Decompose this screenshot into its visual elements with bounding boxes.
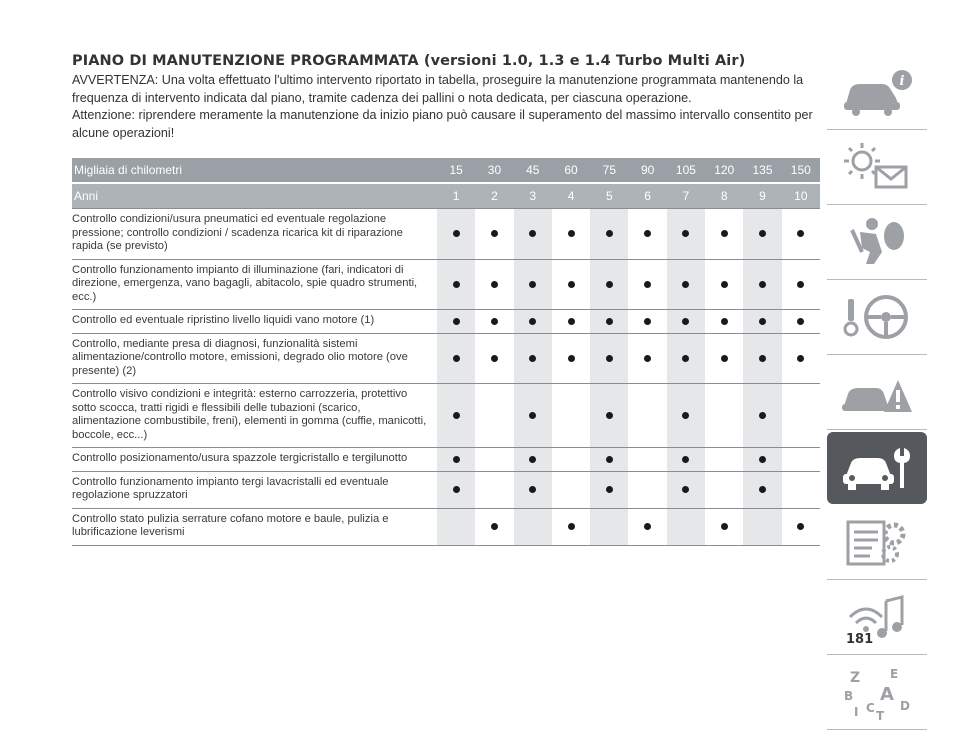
- interval-cell: [782, 448, 820, 471]
- interval-cell: [514, 472, 552, 508]
- year-cell: 2: [491, 189, 498, 203]
- scheduled-dot: [797, 230, 804, 237]
- scheduled-dot: [453, 318, 460, 325]
- interval-cell: [743, 310, 781, 333]
- table-row: [72, 208, 820, 259]
- interval-cell: [628, 448, 666, 471]
- interval-cell: [628, 472, 666, 508]
- interval-cell: [628, 260, 666, 310]
- warning-lights-icon: [836, 137, 918, 197]
- interval-cell: [667, 448, 705, 471]
- maintenance-icon: [836, 438, 918, 498]
- interval-cell: [782, 209, 820, 259]
- intro-text: [72, 72, 820, 142]
- scheduled-dot: [568, 318, 575, 325]
- interval-cell: [667, 310, 705, 333]
- scheduled-dot: [759, 318, 766, 325]
- scheduled-dot: [491, 355, 498, 362]
- scheduled-dot: [453, 230, 460, 237]
- interval-cell: [590, 472, 628, 508]
- interval-cell: [514, 260, 552, 310]
- km-header-label: Migliaia di chilometri: [74, 163, 183, 177]
- interval-cell: [743, 334, 781, 384]
- interval-cell: [667, 509, 705, 545]
- scheduled-dot: [759, 412, 766, 419]
- operation-label: Controllo condizioni/usura pneumatici ed eventuale regolazione pressione; controllo condizioni / scadenza ricarica kit di riparazione rapida (se previsto): [72, 213, 403, 252]
- interval-cell: [628, 509, 666, 545]
- safety-airbag-icon: [836, 212, 918, 272]
- page-number: 181: [846, 632, 874, 647]
- scheduled-dot: [644, 523, 651, 530]
- table-row: [72, 383, 820, 447]
- interval-cell: [705, 448, 743, 471]
- svg-text:C: C: [866, 701, 875, 715]
- km-cell: 60: [564, 163, 578, 177]
- year-cell: 1: [452, 189, 460, 203]
- svg-text:A: A: [880, 684, 894, 705]
- scheduled-dot: [759, 355, 766, 362]
- interval-cell: [782, 384, 820, 447]
- interval-cell: [628, 209, 666, 259]
- scheduled-dot: [529, 281, 536, 288]
- scheduled-dot: [491, 281, 498, 288]
- table-bottom-rule: [72, 545, 820, 546]
- interval-cell: [705, 472, 743, 508]
- interval-cell: [628, 334, 666, 384]
- scheduled-dot: [759, 230, 766, 237]
- svg-text:B: B: [844, 689, 854, 703]
- scheduled-dot: [759, 456, 766, 463]
- scheduled-dot: [568, 355, 575, 362]
- technical-data-icon: [836, 512, 918, 572]
- interval-cell: [743, 509, 781, 545]
- interval-cell: [514, 310, 552, 333]
- interval-cell: [782, 472, 820, 508]
- scheduled-dot: [491, 230, 498, 237]
- interval-cell: [437, 384, 475, 447]
- interval-cell: [552, 448, 590, 471]
- year-cell: 7: [682, 189, 690, 203]
- interval-cell: [437, 472, 475, 508]
- scheduled-dot: [453, 281, 460, 288]
- interval-cell: [590, 448, 628, 471]
- interval-cell: [782, 310, 820, 333]
- interval-cell: [437, 260, 475, 310]
- year-cell: 4: [567, 189, 575, 203]
- interval-cell: [705, 384, 743, 447]
- car-info-icon: [836, 62, 918, 122]
- sidebar-item-technical-data[interactable]: [827, 505, 927, 580]
- operation-label: Controllo visivo condizioni e integrità: esterno carrozzeria, protettivo sotto scocca, tratti rigidi e flessibili delle tubazioni (scarico, alimentazione combustibile, freni), elementi in gomma (cuffie, manicotti, boccole, ecc...): [72, 388, 427, 441]
- interval-cell: [782, 334, 820, 384]
- year-cell: 9: [759, 189, 766, 203]
- interval-cell: [743, 472, 781, 508]
- interval-cell: [552, 260, 590, 310]
- interval-cell: [475, 334, 513, 384]
- sidebar-item-emergency[interactable]: [827, 355, 927, 430]
- interval-cell: [437, 334, 475, 384]
- km-cell: 75: [602, 163, 617, 177]
- interval-cell: [667, 260, 705, 310]
- interval-cell: [437, 509, 475, 545]
- operation-label: Controllo stato pulizia serrature cofano motore e baule, pulizia e lubrificazione leverismi: [72, 512, 389, 538]
- interval-cell: [552, 384, 590, 447]
- km-cell: 30: [487, 163, 502, 177]
- scheduled-dot: [644, 230, 651, 237]
- interval-cell: [552, 310, 590, 333]
- interval-cell: [705, 260, 743, 310]
- scheduled-dot: [606, 230, 613, 237]
- interval-cell: [628, 384, 666, 447]
- svg-text:T: T: [876, 709, 885, 722]
- km-cell: 105: [675, 163, 696, 177]
- scheduled-dot: [529, 412, 536, 419]
- scheduled-dot: [606, 318, 613, 325]
- interval-cell: [590, 310, 628, 333]
- km-cell: 120: [714, 163, 735, 177]
- warning-paragraph: AVVERTENZA: Una volta effettuato l'ultimo intervento riportato in tabella, proseguire la manutenzione programmata mantenendo la frequenza di intervento indicata dal piano, tramite cadenza dei pallini o nota dedicata, per ciascuna operazione.: [72, 73, 804, 105]
- sidebar-item-maintenance[interactable]: [827, 432, 927, 504]
- scheduled-dot: [606, 456, 613, 463]
- sidebar-item-multimedia[interactable]: [827, 580, 927, 655]
- interval-cell: [437, 448, 475, 471]
- scheduled-dot: [491, 318, 498, 325]
- interval-cell: [514, 209, 552, 259]
- scheduled-dot: [606, 281, 613, 288]
- interval-cell: [590, 334, 628, 384]
- scheduled-dot: [797, 281, 804, 288]
- km-header-row: [72, 158, 820, 182]
- table-row: [72, 447, 820, 471]
- year-cell: 10: [794, 189, 808, 203]
- km-cell: 45: [526, 163, 540, 177]
- scheduled-dot: [721, 318, 728, 325]
- scheduled-dot: [682, 318, 689, 325]
- svg-text:I: I: [854, 705, 859, 719]
- years-header-row: [72, 182, 820, 208]
- sidebar-item-safety[interactable]: [827, 205, 927, 280]
- table-row: [72, 259, 820, 310]
- interval-cell: [667, 472, 705, 508]
- sidebar-item-driving[interactable]: [827, 280, 927, 355]
- interval-cell: [705, 334, 743, 384]
- scheduled-dot: [453, 456, 460, 463]
- interval-cell: [475, 384, 513, 447]
- scheduled-dot: [682, 412, 689, 419]
- page-title: PIANO DI MANUTENZIONE PROGRAMMATA (versioni 1.0, 1.3 e 1.4 Turbo Multi Air): [72, 53, 746, 69]
- scheduled-dot: [644, 355, 651, 362]
- operation-label: Controllo, mediante presa di diagnosi, funzionalità sistemi alimentazione/controllo motore, emissioni, degrado olio motore (ove presente) (2): [72, 337, 408, 377]
- interval-cell: [782, 260, 820, 310]
- scheduled-dot: [529, 355, 536, 362]
- interval-cell: [782, 509, 820, 545]
- interval-cell: [743, 448, 781, 471]
- sidebar-item-index[interactable]: [827, 655, 927, 730]
- scheduled-dot: [721, 230, 728, 237]
- scheduled-dot: [529, 456, 536, 463]
- interval-cell: [667, 209, 705, 259]
- scheduled-dot: [759, 281, 766, 288]
- emergency-icon: [836, 362, 918, 422]
- table-row: [72, 333, 820, 384]
- scheduled-dot: [453, 486, 460, 493]
- year-cell: 5: [605, 189, 613, 203]
- scheduled-dot: [529, 230, 536, 237]
- interval-cell: [514, 334, 552, 384]
- scheduled-dot: [606, 412, 613, 419]
- interval-cell: [552, 509, 590, 545]
- interval-cell: [552, 472, 590, 508]
- year-cell: 8: [720, 189, 728, 203]
- sidebar-item-car-info[interactable]: [827, 55, 927, 130]
- interval-cell: [743, 209, 781, 259]
- interval-cell: [628, 310, 666, 333]
- scheduled-dot: [682, 230, 689, 237]
- attention-paragraph: Attenzione: riprendere meramente la manutenzione da inizio piano può causare il superamento del massimo intervallo consentito per alcune operazioni!: [72, 108, 813, 140]
- operation-label: Controllo funzionamento impianto tergi lavacristalli ed eventuale regolazione spruzzatori: [72, 475, 389, 501]
- scheduled-dot: [759, 486, 766, 493]
- km-cell: 135: [752, 163, 773, 177]
- svg-text:E: E: [890, 667, 899, 681]
- operation-label: Controllo ed eventuale ripristino livello liquidi vano motore (1): [72, 314, 375, 326]
- interval-cell: [475, 472, 513, 508]
- scheduled-dot: [529, 318, 536, 325]
- interval-cell: [514, 509, 552, 545]
- interval-cell: [590, 209, 628, 259]
- interval-cell: [590, 384, 628, 447]
- scheduled-dot: [568, 230, 575, 237]
- svg-text:Z: Z: [850, 670, 861, 686]
- table-row: [72, 471, 820, 508]
- interval-cell: [590, 509, 628, 545]
- interval-cell: [475, 260, 513, 310]
- scheduled-dot: [682, 281, 689, 288]
- years-header-label: Anni: [74, 189, 99, 203]
- scheduled-dot: [568, 523, 575, 530]
- interval-cell: [590, 260, 628, 310]
- year-cell: 3: [529, 189, 537, 203]
- interval-cell: [514, 384, 552, 447]
- steering-wheel-icon: [836, 287, 918, 347]
- interval-cell: [552, 209, 590, 259]
- interval-cell: [667, 334, 705, 384]
- table-body: [72, 208, 820, 545]
- interval-cell: [705, 509, 743, 545]
- scheduled-dot: [721, 355, 728, 362]
- svg-text:D: D: [900, 699, 910, 713]
- maintenance-table: [72, 158, 820, 546]
- scheduled-dot: [682, 355, 689, 362]
- interval-cell: [475, 448, 513, 471]
- operation-label: Controllo posizionamento/usura spazzole tergicristallo e tergilunotto: [72, 452, 408, 464]
- scheduled-dot: [721, 523, 728, 530]
- table-row: [72, 309, 820, 333]
- km-cell: 90: [640, 163, 655, 177]
- scheduled-dot: [529, 486, 536, 493]
- interval-cell: [743, 384, 781, 447]
- scheduled-dot: [568, 281, 575, 288]
- sidebar-item-warning-lights[interactable]: [827, 130, 927, 205]
- interval-cell: [552, 334, 590, 384]
- km-cell: 15: [449, 163, 463, 177]
- scheduled-dot: [797, 355, 804, 362]
- scheduled-dot: [644, 281, 651, 288]
- year-cell: 6: [644, 189, 651, 203]
- interval-cell: [475, 310, 513, 333]
- interval-cell: [705, 310, 743, 333]
- interval-cell: [437, 209, 475, 259]
- scheduled-dot: [682, 456, 689, 463]
- interval-cell: [705, 209, 743, 259]
- operation-label: Controllo funzionamento impianto di illuminazione (fari, indicatori di direzione, emergenza, vano bagagli, abitacolo, spie quadro strumenti, ecc.): [72, 263, 418, 303]
- interval-cell: [437, 310, 475, 333]
- scheduled-dot: [682, 486, 689, 493]
- scheduled-dot: [606, 486, 613, 493]
- scheduled-dot: [453, 412, 460, 419]
- scheduled-dot: [606, 355, 613, 362]
- interval-cell: [475, 209, 513, 259]
- interval-cell: [475, 509, 513, 545]
- scheduled-dot: [453, 355, 460, 362]
- interval-cell: [743, 260, 781, 310]
- interval-cell: [514, 448, 552, 471]
- km-cell: 150: [790, 163, 811, 177]
- table-row: [72, 508, 820, 545]
- scheduled-dot: [721, 281, 728, 288]
- scheduled-dot: [644, 318, 651, 325]
- index-icon: [836, 662, 918, 722]
- svg-text:i: i: [899, 74, 905, 89]
- chapter-sidebar: [827, 55, 927, 730]
- scheduled-dot: [797, 523, 804, 530]
- interval-cell: [667, 384, 705, 447]
- scheduled-dot: [797, 318, 804, 325]
- scheduled-dot: [491, 523, 498, 530]
